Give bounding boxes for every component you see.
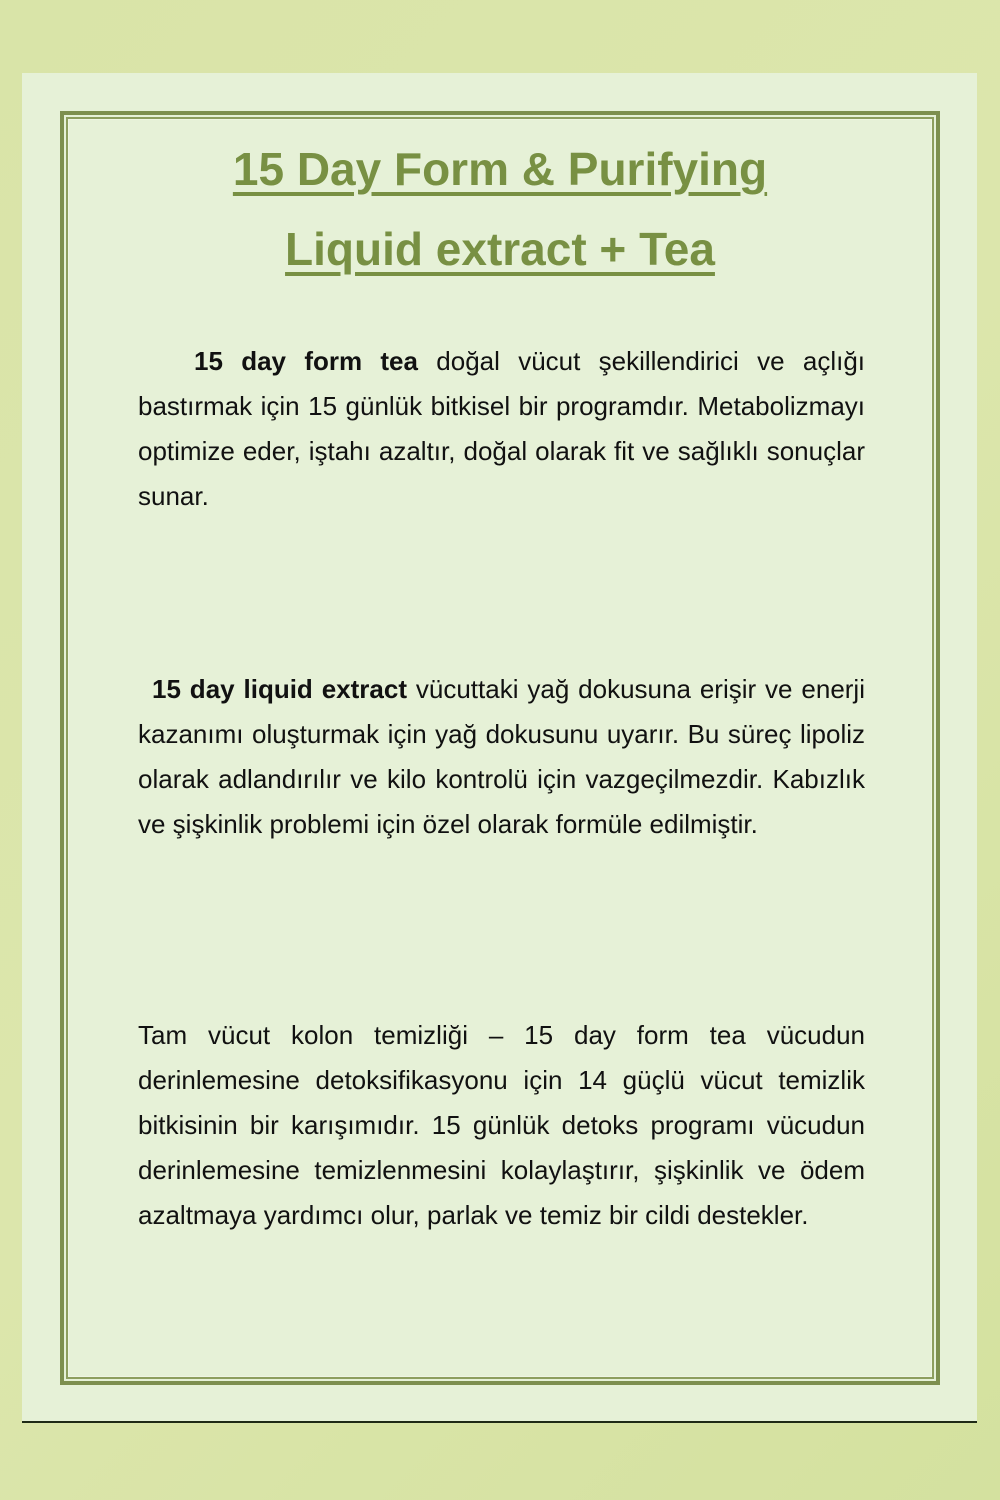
title-line-2: Liquid extract + Tea [285, 223, 715, 275]
paragraph-bold-lead: 15 day liquid extract [152, 674, 407, 704]
paragraph-liquid-extract [138, 667, 865, 847]
document-page [22, 73, 977, 1423]
paragraph-bold-lead: 15 day form tea [194, 346, 418, 376]
title-line-1: 15 Day Form & Purifying [232, 143, 768, 195]
paragraph-colon-cleanse [138, 1013, 865, 1238]
page-title [64, 129, 936, 289]
double-border-frame [60, 111, 940, 1385]
paragraph-body: Tam vücut kolon temizliği – 15 day form tea vücudun derinlemesine detoksifikasyonu için 14 güçlü vücut temizlik bitkisinin bir karışımıdır. 15 günlük detoks programı vücudun derinlemesine temizlenmesini kolaylaştırır, şişkinlik ve ödem azaltmaya yardımcı olur, parlak ve temiz bir cildi destekler. [138, 1020, 865, 1230]
paragraph-form-tea [138, 339, 865, 519]
paragraph-body: doğal vücut şekillendirici ve açlığı bastırmak için 15 günlük bitkisel bir programdır. Metabolizmayı optimize eder, iştahı azaltır, doğal olarak fit ve sağlıklı sonuçlar sunar. [138, 346, 866, 511]
paragraph-body: vücuttaki yağ dokusuna erişir ve enerji kazanımı oluşturmak için yağ dokusunu uyarır. Bu süreç lipoliz olarak adlandırılır ve kilo kontrolü için vazgeçilmezdir. Kabızlık ve şişkinlik problemi için özel olarak formüle edilmiştir. [138, 674, 865, 839]
